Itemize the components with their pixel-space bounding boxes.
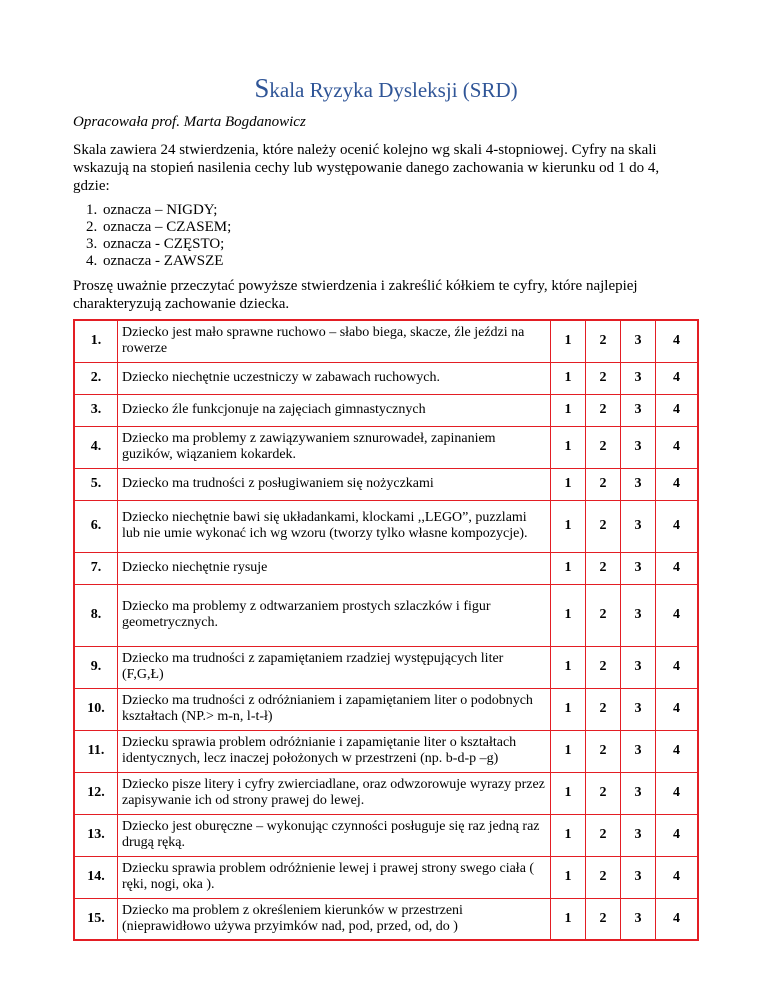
rating-option-2[interactable]: 2 — [586, 898, 621, 940]
rating-option-1[interactable]: 1 — [551, 426, 586, 468]
rating-option-1[interactable]: 1 — [551, 394, 586, 426]
rating-option-3[interactable]: 3 — [621, 394, 656, 426]
rating-option-4[interactable]: 4 — [656, 362, 699, 394]
rating-option-4[interactable]: 4 — [656, 772, 699, 814]
rating-option-2[interactable]: 2 — [586, 856, 621, 898]
rating-option-3[interactable]: 3 — [621, 500, 656, 552]
statement-row — [74, 426, 698, 468]
rating-option-3[interactable]: 3 — [621, 772, 656, 814]
rating-option-3[interactable]: 3 — [621, 898, 656, 940]
statement-number: 10. — [74, 688, 118, 730]
statement-row — [74, 688, 698, 730]
rating-option-4[interactable]: 4 — [656, 898, 699, 940]
statement-row — [74, 320, 698, 362]
statement-text: Dziecko jest mało sprawne ruchowo – słabo biega, skacze, źle jeździ na rowerze — [118, 320, 551, 362]
statement-text: Dziecko ma trudności z zapamiętaniem rzadziej występujących liter (F,G,Ł) — [118, 646, 551, 688]
statement-number: 6. — [74, 500, 118, 552]
rating-option-3[interactable]: 3 — [621, 688, 656, 730]
document-title: Skala Ryzyka Dysleksji (SRD) — [254, 73, 518, 103]
rating-option-4[interactable]: 4 — [656, 584, 699, 646]
scale-item: 3. oznacza - CZĘSTO; — [101, 236, 699, 253]
scale-item: 2. oznacza – CZASEM; — [101, 219, 699, 236]
statement-row — [74, 584, 698, 646]
rating-option-1[interactable]: 1 — [551, 814, 586, 856]
rating-option-3[interactable]: 3 — [621, 552, 656, 584]
statement-text: Dziecko jest oburęczne – wykonując czynności posługuje się raz jedną raz drugą ręką. — [118, 814, 551, 856]
instruction-paragraph: Proszę uważnie przeczytać powyższe stwierdzenia i zakreślić kółkiem te cyfry, które najlepiej charakteryzują zachowanie dziecka. — [73, 278, 638, 312]
rating-option-4[interactable]: 4 — [656, 646, 699, 688]
rating-option-4[interactable]: 4 — [656, 730, 699, 772]
statement-number: 13. — [74, 814, 118, 856]
rating-option-3[interactable]: 3 — [621, 646, 656, 688]
statement-row — [74, 814, 698, 856]
rating-option-4[interactable]: 4 — [656, 856, 699, 898]
statements-table — [73, 319, 699, 941]
rating-option-2[interactable]: 2 — [586, 320, 621, 362]
rating-option-1[interactable]: 1 — [551, 772, 586, 814]
rating-option-2[interactable]: 2 — [586, 500, 621, 552]
scale-legend — [73, 202, 699, 270]
rating-option-4[interactable]: 4 — [656, 552, 699, 584]
statement-number: 5. — [74, 468, 118, 500]
statement-text: Dziecko pisze litery i cyfry zwierciadlane, oraz odwzorowuje wyrazy przez zapisywanie ich od strony prawej do lewej. — [118, 772, 551, 814]
statement-number: 15. — [74, 898, 118, 940]
statement-number: 1. — [74, 320, 118, 362]
rating-option-1[interactable]: 1 — [551, 362, 586, 394]
statement-number: 9. — [74, 646, 118, 688]
statement-row — [74, 730, 698, 772]
rating-option-3[interactable]: 3 — [621, 730, 656, 772]
statement-row — [74, 898, 698, 940]
rating-option-1[interactable]: 1 — [551, 320, 586, 362]
statement-number: 11. — [74, 730, 118, 772]
rating-option-1[interactable]: 1 — [551, 688, 586, 730]
statement-number: 8. — [74, 584, 118, 646]
rating-option-2[interactable]: 2 — [586, 362, 621, 394]
rating-option-2[interactable]: 2 — [586, 646, 621, 688]
rating-option-1[interactable]: 1 — [551, 856, 586, 898]
statement-text: Dziecko ma problemy z zawiązywaniem sznurowadeł, zapinaniem guzików, wiązaniem kokardek. — [118, 426, 551, 468]
statement-row — [74, 362, 698, 394]
rating-option-2[interactable]: 2 — [586, 468, 621, 500]
document-page — [73, 0, 699, 941]
author-line: Opracowała prof. Marta Bogdanowicz — [73, 114, 306, 130]
rating-option-1[interactable]: 1 — [551, 552, 586, 584]
rating-option-3[interactable]: 3 — [621, 320, 656, 362]
statement-number: 7. — [74, 552, 118, 584]
rating-option-2[interactable]: 2 — [586, 730, 621, 772]
rating-option-2[interactable]: 2 — [586, 426, 621, 468]
statement-text: Dziecko ma trudności z odróżnianiem i zapamiętaniem liter o podobnych kształtach (NP.> m-n, l-t-ł) — [118, 688, 551, 730]
statement-row — [74, 394, 698, 426]
rating-option-1[interactable]: 1 — [551, 468, 586, 500]
rating-option-2[interactable]: 2 — [586, 814, 621, 856]
statement-number: 12. — [74, 772, 118, 814]
rating-option-2[interactable]: 2 — [586, 552, 621, 584]
statement-row — [74, 772, 698, 814]
rating-option-2[interactable]: 2 — [586, 772, 621, 814]
rating-option-3[interactable]: 3 — [621, 856, 656, 898]
statement-text: Dziecko ma problem z określeniem kierunków w przestrzeni (nieprawidłowo używa przyimków nad, pod, przed, od, do ) — [118, 898, 551, 940]
statement-text: Dziecko ma problemy z odtwarzaniem prostych szlaczków i figur geometrycznych. — [118, 584, 551, 646]
rating-option-3[interactable]: 3 — [621, 584, 656, 646]
statement-text: Dziecko niechętnie bawi się układankami, klockami ,,LEGO”, puzzlami lub nie umie wykonać ich wg wzoru (tworzy tylko własne kompozycje). — [118, 500, 551, 552]
rating-option-4[interactable]: 4 — [656, 320, 699, 362]
statement-number: 3. — [74, 394, 118, 426]
statement-number: 2. — [74, 362, 118, 394]
statement-row — [74, 468, 698, 500]
rating-option-4[interactable]: 4 — [656, 500, 699, 552]
statement-text: Dziecku sprawia problem odróżnienie lewej i prawej strony swego ciała ( ręki, nogi, oka ). — [118, 856, 551, 898]
rating-option-3[interactable]: 3 — [621, 468, 656, 500]
rating-option-3[interactable]: 3 — [621, 362, 656, 394]
rating-option-4[interactable]: 4 — [656, 426, 699, 468]
rating-option-4[interactable]: 4 — [656, 394, 699, 426]
rating-option-3[interactable]: 3 — [621, 814, 656, 856]
statement-number: 4. — [74, 426, 118, 468]
rating-option-4[interactable]: 4 — [656, 814, 699, 856]
statement-row — [74, 646, 698, 688]
statement-row — [74, 500, 698, 552]
statement-text: Dziecko ma trudności z posługiwaniem się nożyczkami — [118, 468, 551, 500]
scale-item: 1. oznacza – NIGDY; — [101, 202, 699, 219]
scale-item: 4. oznacza - ZAWSZE — [101, 253, 699, 270]
intro-paragraph: Skala zawiera 24 stwierdzenia, które należy ocenić kolejno wg skali 4-stopniowej. Cyfry na skali wskazują na stopień nasilenia cechy lub występowanie danego zachowania w kierunku od 1 do 4, gdzie: — [73, 142, 660, 194]
rating-option-2[interactable]: 2 — [586, 584, 621, 646]
rating-option-1[interactable]: 1 — [551, 646, 586, 688]
rating-option-1[interactable]: 1 — [551, 500, 586, 552]
rating-option-2[interactable]: 2 — [586, 394, 621, 426]
statement-text: Dziecko źle funkcjonuje na zajęciach gimnastycznych — [118, 394, 551, 426]
statement-text: Dziecko niechętnie rysuje — [118, 552, 551, 584]
rating-option-1[interactable]: 1 — [551, 898, 586, 940]
statement-row — [74, 856, 698, 898]
rating-option-4[interactable]: 4 — [656, 468, 699, 500]
rating-option-4[interactable]: 4 — [656, 688, 699, 730]
rating-option-2[interactable]: 2 — [586, 688, 621, 730]
rating-option-1[interactable]: 1 — [551, 730, 586, 772]
rating-option-3[interactable]: 3 — [621, 426, 656, 468]
rating-option-1[interactable]: 1 — [551, 584, 586, 646]
statement-row — [74, 552, 698, 584]
statement-text: Dziecku sprawia problem odróżnianie i zapamiętanie liter o kształtach identycznych, lecz inaczej położonych w przestrzeni (np. b-d-p –g) — [118, 730, 551, 772]
statement-number: 14. — [74, 856, 118, 898]
statement-text: Dziecko niechętnie uczestniczy w zabawach ruchowych. — [118, 362, 551, 394]
